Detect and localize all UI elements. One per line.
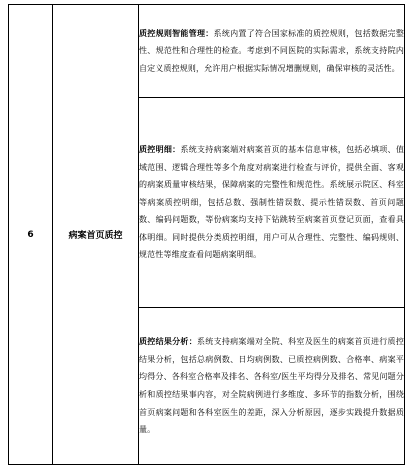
row-number: 6	[9, 5, 53, 465]
section-text: 系统支持病案端对病案首页的基本信息审核，包括必填项、值域范围、逻辑合理性等多个角度对病案进行检查与评价，提供全面、客观的病案质量审核结果，保障病案的完整性和规范性。系统展示院区、科室等病案质控明细，包括总数、强制性错误数、提示性错误数、首页问题数、编码问题数，等份病案均支持下钻跳转至病案首页登记页面，查看具体明细。同时提供分类质控明细，用户可从合理性、完整性、编码规则、规范性等维度查看问题病案明细。	[139, 144, 404, 260]
section-details	[139, 98, 405, 308]
section-rules	[139, 5, 405, 98]
module-name: 病案首页质控	[53, 5, 139, 465]
section-text: 系统支持病案端对全院、科室及医生的病案首页进行质控结果分析，包括总病例数、日均病例数、已质控病例数、合格率、病案平均得分、各科室合格率及排名、各科室/医生平均得分及排名、常见问题分析和质控结果事内容，对全院病例进行多维度、多环节的指数分析，围绕首页病案问题和各科室医生的差距，深入分析原因，逐步实践提升数据质量。	[139, 337, 404, 435]
section-heading: 质控规则智能管理：	[139, 28, 214, 38]
section-heading: 质控结果分析：	[139, 337, 197, 347]
section-heading: 质控明细：	[139, 144, 181, 154]
section-analysis	[139, 308, 405, 465]
spec-table	[8, 4, 405, 465]
section-text: 系统内置了符合国家标准的质控规则，包括数据完整性、规范性和合理性的检查。考虑到不同医院的实际需求，系统支持院内自定义质控规则，允许用户根据实际情况增删规则，确保审核的灵活性。	[139, 28, 404, 73]
table-row	[9, 5, 405, 98]
